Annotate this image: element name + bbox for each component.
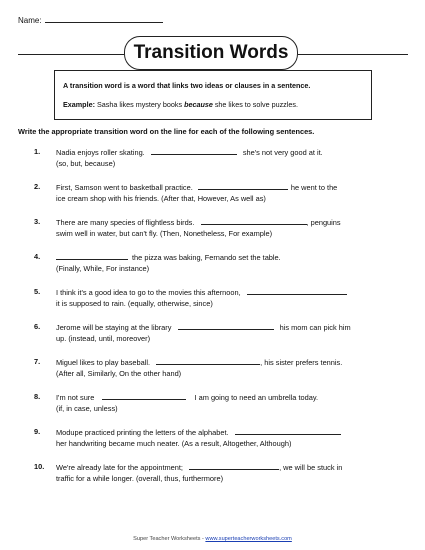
- title-rule-left: [18, 54, 124, 55]
- name-label: Name:: [18, 16, 42, 25]
- question-text-a: Nadia enjoys roller skating.: [56, 148, 145, 157]
- definition-box: [54, 70, 372, 120]
- question-text-a: Modupe practiced printing the letters of the alphabet.: [56, 428, 229, 437]
- question-text-b: , his sister prefers tennis.: [260, 358, 343, 367]
- question-text-b: he went to the: [290, 183, 338, 192]
- definition-text: A transition word is a word that links two ideas or clauses in a sentence.: [63, 81, 311, 90]
- example-after: she likes to solve puzzles.: [212, 100, 298, 109]
- answer-blank[interactable]: [235, 427, 341, 435]
- question-options: (Finally, While, For instance): [56, 263, 150, 273]
- question-number: 10.: [34, 462, 45, 471]
- question-text-a: There are many species of flightless birds.: [56, 218, 195, 227]
- question-number: 8.: [34, 392, 41, 401]
- question-options: traffic for a while longer. (overall, thus, furthermore): [56, 473, 224, 483]
- page-title: Transition Words: [124, 36, 298, 70]
- question-number: 6.: [34, 322, 41, 331]
- question-text-b: the pizza was baking, Fernando set the table.: [132, 253, 281, 262]
- answer-blank[interactable]: [198, 182, 288, 190]
- example-before: Sasha likes mystery books: [94, 100, 185, 109]
- question-text-b: , we will be stuck in: [279, 463, 343, 472]
- question-number: 4.: [34, 252, 41, 261]
- question-options: her handwriting became much neater. (As a result, Altogether, Although): [56, 438, 292, 448]
- question-text-a: First, Samson went to basketball practice.: [56, 183, 193, 192]
- example-label: Example:: [63, 100, 95, 109]
- answer-blank[interactable]: [189, 462, 279, 470]
- answer-blank[interactable]: [56, 252, 128, 260]
- question-options: it is supposed to rain. (equally, otherwise, since): [56, 298, 213, 308]
- question-text-a: Miguel likes to play baseball.: [56, 358, 151, 367]
- footer-text: Super Teacher Worksheets -: [133, 536, 206, 542]
- answer-blank[interactable]: [178, 322, 274, 330]
- name-field: [18, 14, 163, 25]
- question-text-a: I think it's a good idea to go to the movies this afternoon,: [56, 288, 241, 297]
- question-number: 9.: [34, 427, 41, 436]
- question-number: 5.: [34, 287, 41, 296]
- question-text-b: , penguins: [306, 218, 341, 227]
- example-text: [63, 100, 363, 109]
- question-text-b: she's not very good at it.: [242, 148, 323, 157]
- answer-blank[interactable]: [247, 287, 347, 295]
- question-options: (if, in case, unless): [56, 403, 118, 413]
- answer-blank[interactable]: [201, 217, 307, 225]
- question-options: swim well in water, but can't fly. (Then, Nonetheless, For example): [56, 228, 273, 238]
- name-blank[interactable]: [45, 14, 163, 23]
- footer-link[interactable]: www.superteacherworksheets.com: [205, 536, 292, 542]
- footer: [0, 536, 425, 542]
- question-text-a: I'm not sure: [56, 393, 95, 402]
- question-text-b: I am going to need an umbrella today.: [194, 393, 319, 402]
- title-rule-right: [298, 54, 408, 55]
- question-options: (After all, Similarly, On the other hand): [56, 368, 182, 378]
- example-word: because: [184, 100, 213, 109]
- question-options: ice cream shop with his friends. (After that, However, As well as): [56, 193, 266, 203]
- question-number: 1.: [34, 147, 41, 156]
- directions: Write the appropriate transition word on the line for each of the following sentences.: [18, 127, 315, 136]
- answer-blank[interactable]: [102, 392, 186, 400]
- question-text-b: his mom can pick him: [279, 323, 351, 332]
- question-number: 7.: [34, 357, 41, 366]
- answer-blank[interactable]: [151, 147, 237, 155]
- question-number: 2.: [34, 182, 41, 191]
- question-text-a: Jerome will be staying at the library: [56, 323, 172, 332]
- question-options: up. (instead, until, moreover): [56, 333, 151, 343]
- question-text-a: We're already late for the appointment;: [56, 463, 183, 472]
- answer-blank[interactable]: [156, 357, 260, 365]
- question-number: 3.: [34, 217, 41, 226]
- question-options: (so, but, because): [56, 158, 116, 168]
